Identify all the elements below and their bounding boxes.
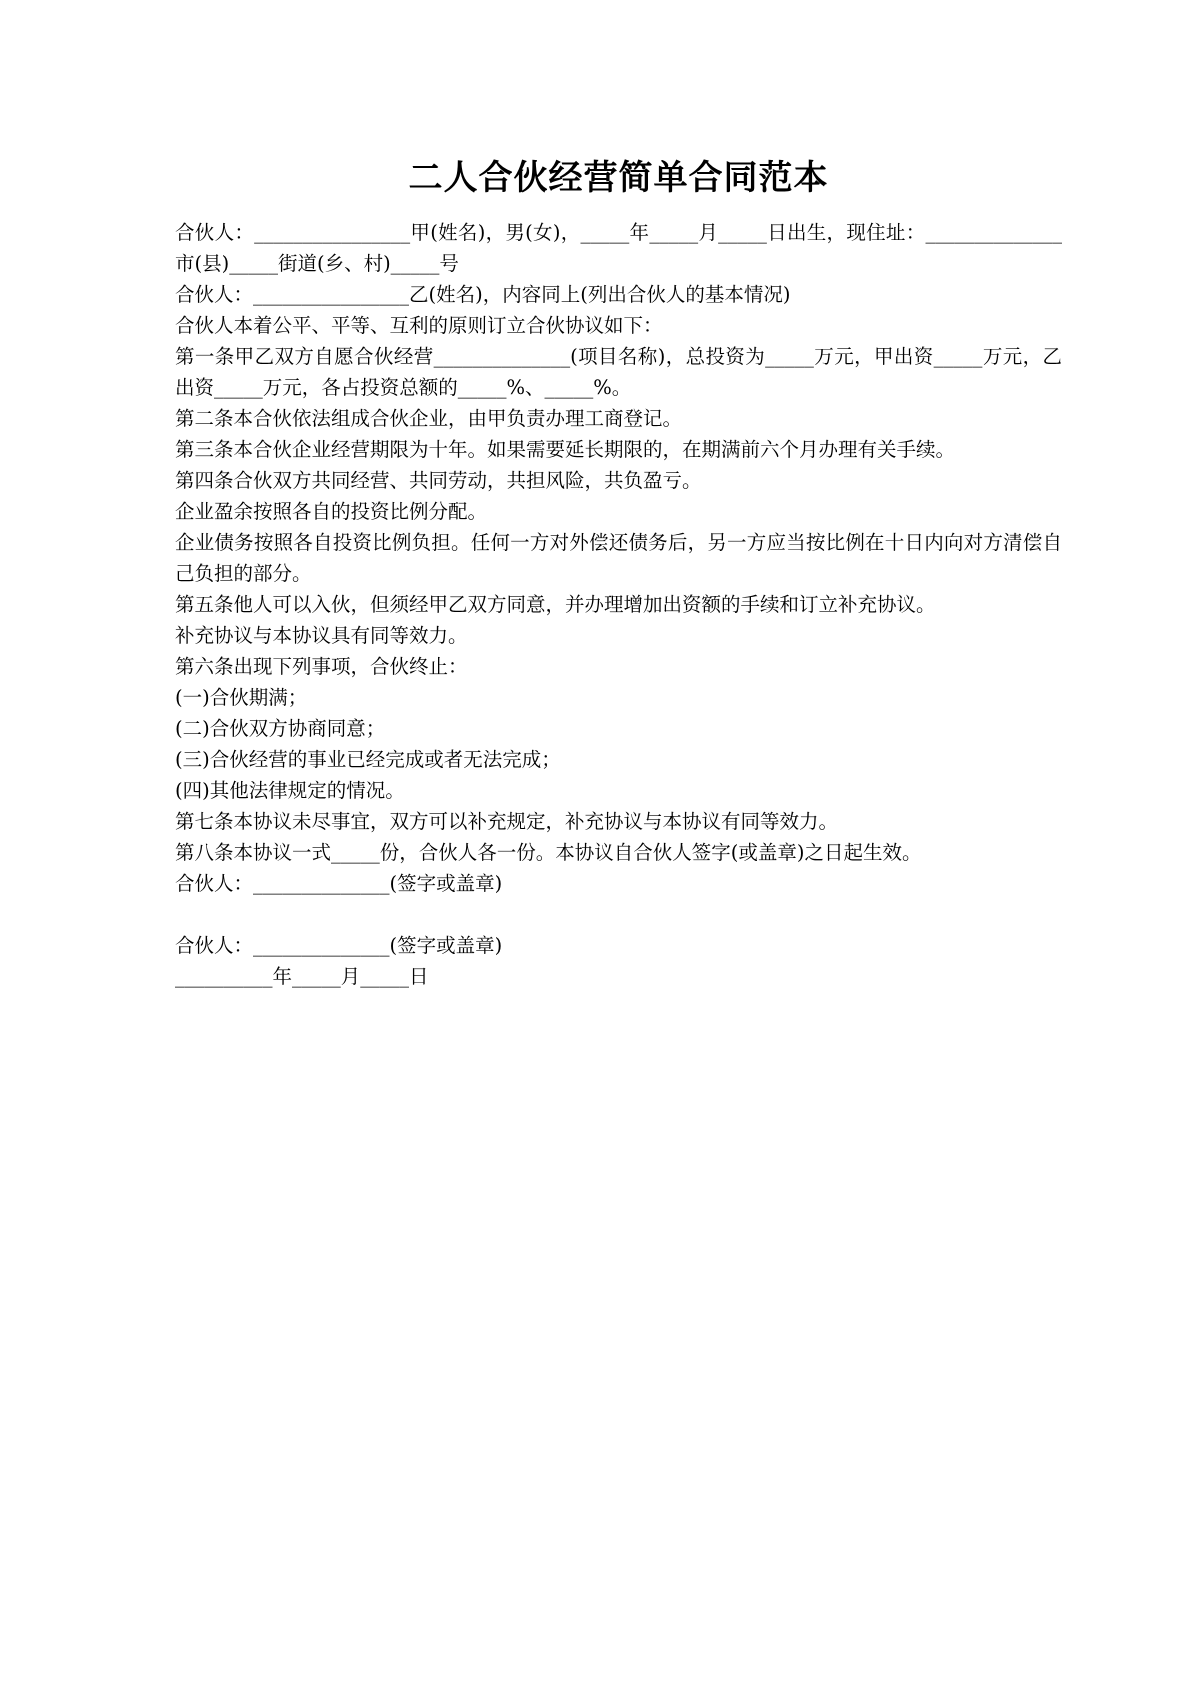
document-body — [175, 217, 1062, 992]
signature-line-partner-a: 合伙人：______________(签字或盖章) — [175, 872, 503, 895]
paragraph-item-1: (一)合伙期满； — [175, 686, 308, 709]
signature-line-partner-b: 合伙人：______________(签字或盖章) — [175, 934, 503, 957]
paragraph-supplementary-effect: 补充协议与本协议具有同等效力。 — [175, 624, 468, 647]
paragraph-article-8: 第八条本协议一式_____份，合伙人各一份。本协议自合伙人签字(或盖章)之日起生效。 — [175, 841, 922, 864]
paragraph-article-7: 第七条本协议未尽事宜，双方可以补充规定，补充协议与本协议有同等效力。 — [175, 810, 839, 833]
paragraph-article-4: 第四条合伙双方共同经营、共同劳动，共担风险，共负盈亏。 — [175, 469, 702, 492]
paragraph-article-1: 第一条甲乙双方自愿合伙经营______________(项目名称)，总投资为_____万元，甲出资_____万元，乙出资_____万元，各占投资总额的_____%、_____%。 — [175, 345, 1062, 399]
signature-spacer — [175, 899, 1062, 930]
paragraph-surplus-distribution: 企业盈余按照各自的投资比例分配。 — [175, 500, 488, 523]
signature-date-line: __________年_____月_____日 — [175, 965, 429, 988]
paragraph-item-2: (二)合伙双方协商同意； — [175, 717, 386, 740]
paragraph-debt-liability: 企业债务按照各自投资比例负担。任何一方对外偿还债务后，另一方应当按比例在十日内向对方清偿自己负担的部分。 — [175, 531, 1062, 585]
page-title: 二人合伙经营简单合同范本 — [408, 158, 829, 198]
paragraph-article-2: 第二条本合伙依法组成合伙企业，由甲负责办理工商登记。 — [175, 407, 683, 430]
paragraph-article-5: 第五条他人可以入伙，但须经甲乙双方同意，并办理增加出资额的手续和订立补充协议。 — [175, 593, 936, 616]
paragraph-article-3: 第三条本合伙企业经营期限为十年。如果需要延长期限的，在期满前六个月办理有关手续。 — [175, 438, 956, 461]
paragraph-partner-a: 合伙人：________________甲(姓名)，男(女)，_____年_____月_____日出生，现住址：______________市(县)_____街道(乡、村)_____号 — [175, 221, 1062, 275]
paragraph-partner-b: 合伙人：________________乙(姓名)，内容同上(列出合伙人的基本情况) — [175, 283, 791, 306]
paragraph-item-3: (三)合伙经营的事业已经完成或者无法完成； — [175, 748, 561, 771]
paragraph-preamble: 合伙人本着公平、平等、互利的原则订立合伙协议如下： — [175, 314, 663, 337]
paragraph-article-6: 第六条出现下列事项，合伙终止： — [175, 655, 468, 678]
paragraph-item-4: (四)其他法律规定的情况。 — [175, 779, 405, 802]
